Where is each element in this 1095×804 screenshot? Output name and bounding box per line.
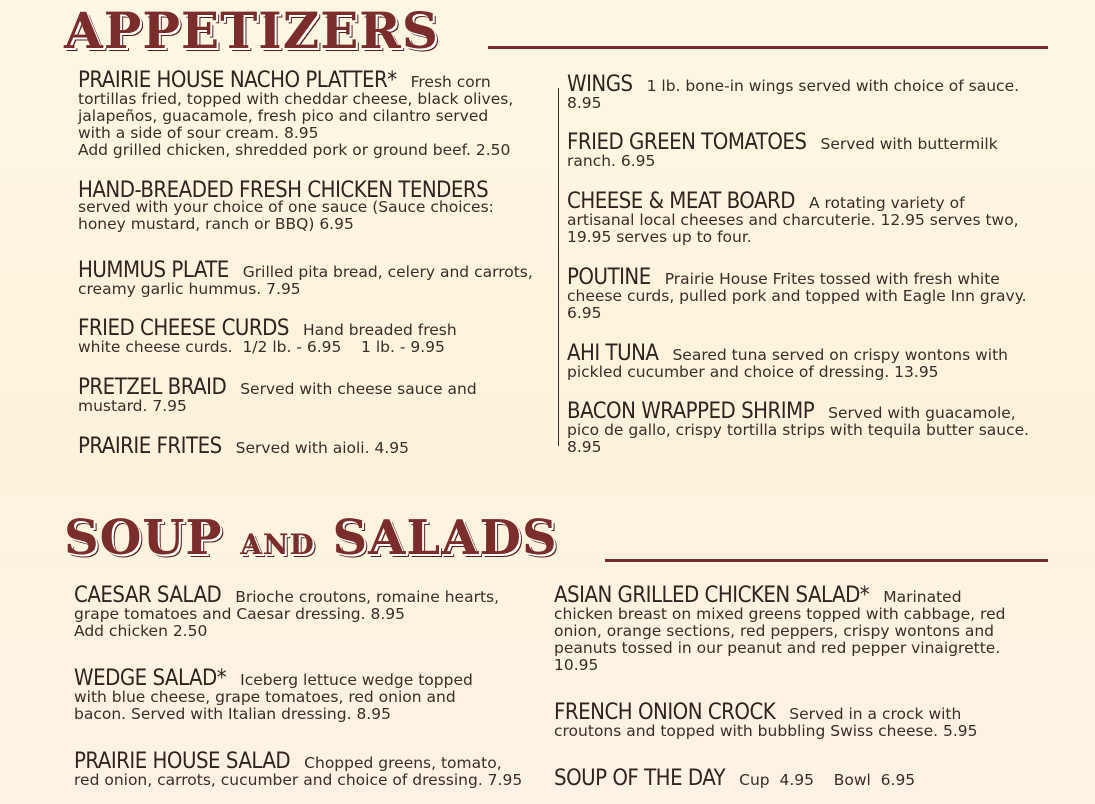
menu-item-fried-green-tomatoes: [567, 130, 1037, 170]
menu-item-soup-of-the-day: [554, 766, 1014, 791]
menu-item-french-onion-crock: [554, 700, 1019, 740]
item-description: Chopped greens, tomato, red onion, carrots, cucumber and choice of dressing. 7.95: [74, 754, 523, 789]
item-name: ASIAN GRILLED CHICKEN SALAD*: [554, 583, 870, 608]
item-description: Marinated chicken breast on mixed greens topped with cabbage, red onion, orange sections, red peppers, crispy wontons and peanuts tossed in our peanut and red pepper vinaigrette. 10.95: [554, 588, 1006, 674]
menu-item-pretzel-braid: [78, 375, 488, 415]
menu-item-wings: [567, 72, 1037, 112]
menu-item-ahi-tuna: [567, 341, 1027, 381]
title-salads: SALADS: [332, 510, 558, 566]
item-name: PRAIRIE FRITES: [78, 434, 222, 459]
item-name: POUTINE: [567, 265, 651, 290]
appetizers-column-divider: [558, 88, 559, 446]
menu-item-wedge-salad: [74, 666, 509, 723]
item-description: A rotating variety of artisanal local cheeses and charcuterie. 12.95 serves two, 19.95 serves up to four.: [567, 194, 1019, 246]
item-name: WEDGE SALAD*: [74, 666, 227, 691]
item-extra: Add grilled chicken, shredded pork or ground beef. 2.50: [78, 141, 511, 159]
item-name: AHI TUNA: [567, 341, 659, 366]
title-soup: SOUP: [64, 510, 223, 566]
item-name: FRIED CHEESE CURDS: [78, 316, 289, 341]
menu-item-cheese-meat-board: [567, 189, 1032, 246]
appetizers-title: APPETIZERS: [64, 1, 439, 60]
title-and: AND: [240, 528, 315, 561]
item-description: Fresh corn tortillas fried, topped with cheddar cheese, black olives, jalapeños, guacamole, fresh pico and cilantro served with a side of sour cream. 8.95: [78, 73, 514, 142]
item-name: PRAIRIE HOUSE SALAD: [74, 749, 291, 774]
menu-item-prairie-frites: [78, 434, 518, 459]
menu-item-nacho-platter: [78, 68, 523, 159]
item-description: Seared tuna served on crispy wontons with pickled cucumber and choice of dressing. 13.95: [567, 346, 1008, 381]
item-name: SOUP OF THE DAY: [554, 766, 726, 791]
soups-salads-title-rule: [605, 559, 1048, 562]
menu-item-chicken-tenders: [78, 178, 523, 233]
item-name: BACON WRAPPED SHRIMP: [567, 399, 815, 424]
item-description: Served with buttermilk ranch. 6.95: [567, 135, 998, 170]
menu-item-prairie-house-salad: [74, 749, 529, 789]
item-description: Prairie House Frites tossed with fresh white cheese curds, pulled pork and topped with Eagle Inn gravy. 6.95: [567, 270, 1027, 322]
item-description: served with your choice of one sauce (Sauce choices: honey mustard, ranch or BBQ) 6.95: [78, 198, 494, 233]
item-description: Served with cheese sauce and mustard. 7.95: [78, 380, 477, 415]
soups-salads-title: [64, 510, 558, 566]
item-name: HUMMUS PLATE: [78, 258, 229, 283]
item-name: HAND-BREADED FRESH CHICKEN TENDERS: [78, 178, 489, 203]
item-name: CAESAR SALAD: [74, 583, 222, 608]
item-description: Served with guacamole, pico de gallo, crispy tortilla strips with tequila butter sauce. 8.95: [567, 404, 1030, 456]
item-extra: Add chicken 2.50: [74, 622, 208, 640]
menu-item-hummus-plate: [78, 258, 538, 298]
menu-item-caesar-salad: [74, 583, 504, 640]
item-description: Iceberg lettuce wedge topped with blue cheese, grape tomatoes, red onion and bacon. Served with Italian dressing. 8.95: [74, 671, 473, 723]
menu-item-asian-chicken-salad: [554, 583, 1024, 674]
item-description: Brioche croutons, romaine hearts, grape tomatoes and Caesar dressing. 8.95: [74, 588, 500, 623]
item-description: Cup 4.95 Bowl 6.95: [739, 771, 916, 789]
item-description: 1 lb. bone-in wings served with choice of sauce. 8.95: [567, 77, 1020, 112]
menu-item-bacon-wrapped-shrimp: [567, 399, 1042, 456]
item-name: CHEESE & MEAT BOARD: [567, 189, 795, 214]
appetizers-title-rule: [488, 46, 1048, 49]
item-name: WINGS: [567, 72, 633, 97]
item-name: PRAIRIE HOUSE NACHO PLATTER*: [78, 68, 397, 93]
item-description: Served with aioli. 4.95: [235, 439, 409, 457]
item-name: FRENCH ONION CROCK: [554, 700, 776, 725]
item-description: Hand breaded fresh white cheese curds. 1/2 lb. - 6.95 1 lb. - 9.95: [78, 321, 462, 356]
item-description: Served in a crock with croutons and topped with bubbling Swiss cheese. 5.95: [554, 705, 978, 740]
menu-item-poutine: [567, 265, 1042, 322]
item-description: Grilled pita bread, celery and carrots, creamy garlic hummus. 7.95: [78, 263, 533, 298]
item-name: PRETZEL BRAID: [78, 375, 227, 400]
item-name: FRIED GREEN TOMATOES: [567, 130, 807, 155]
menu-item-cheese-curds: [78, 316, 498, 356]
